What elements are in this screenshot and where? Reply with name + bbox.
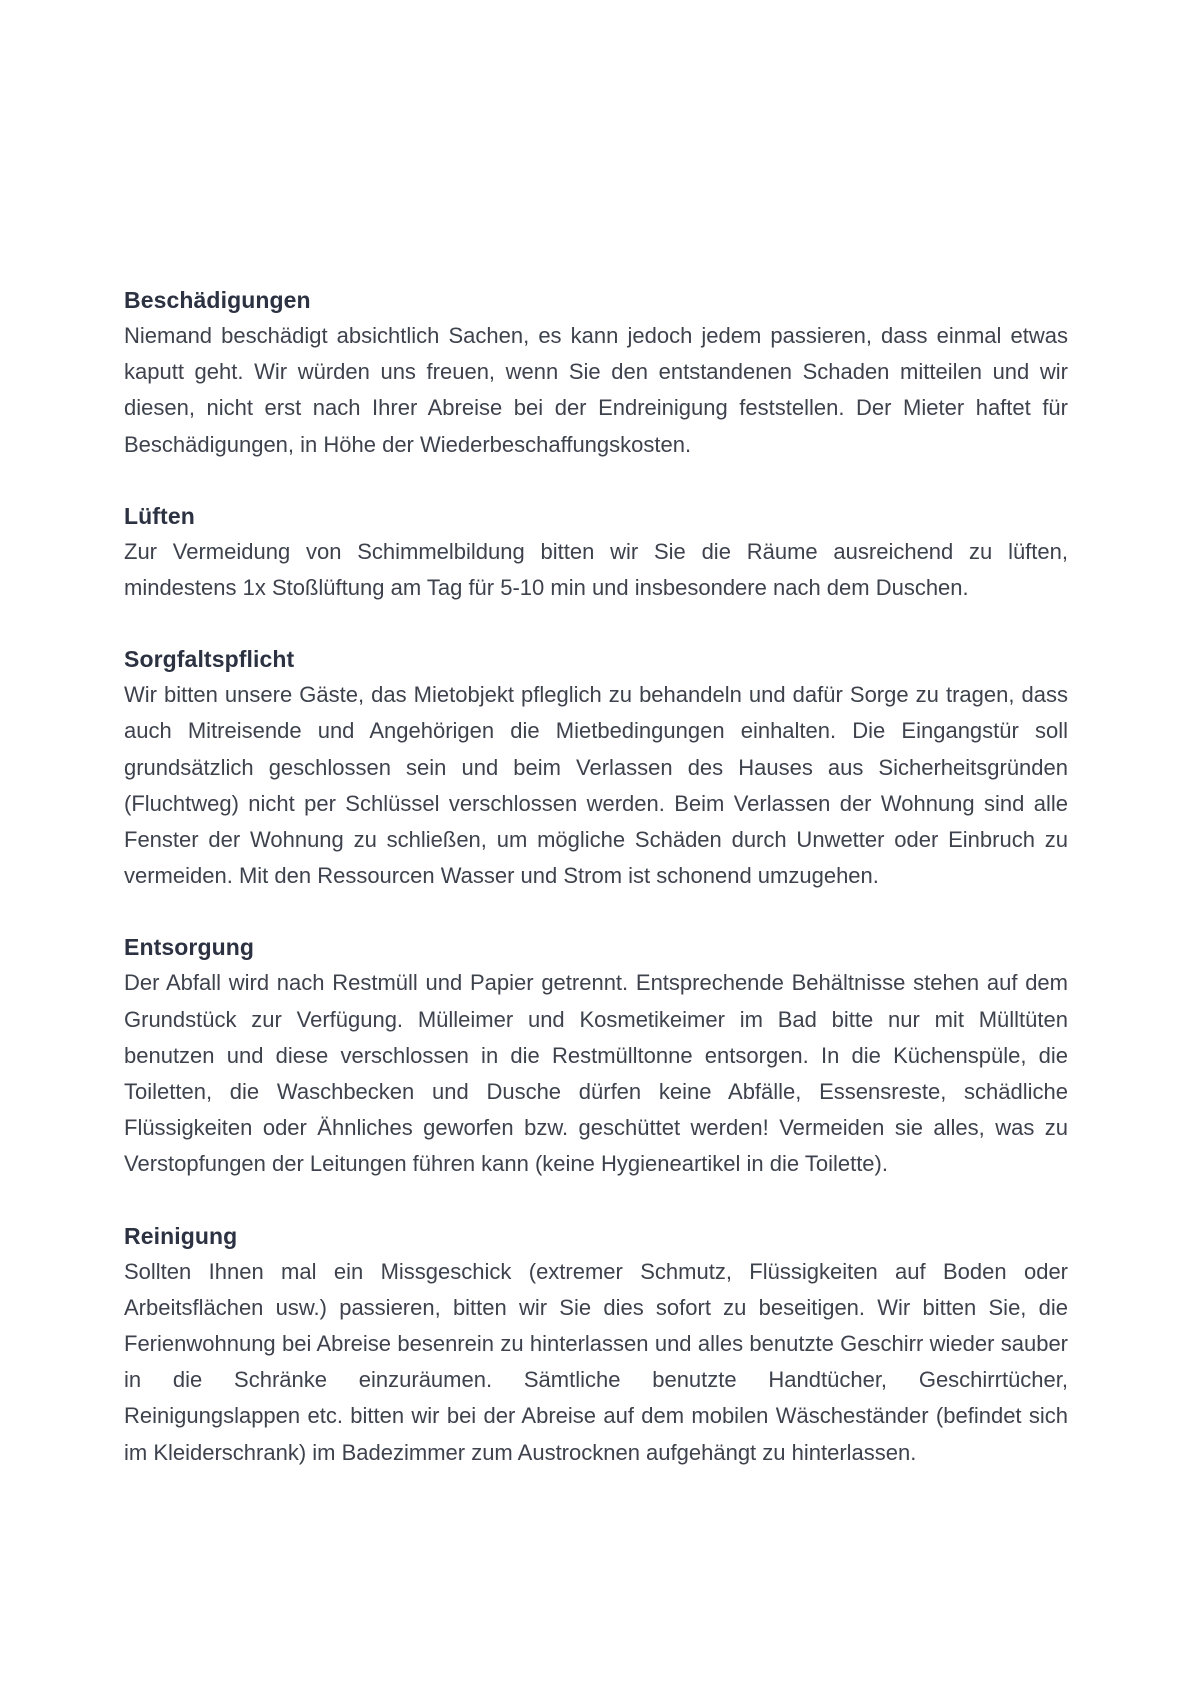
section-body: Niemand beschädigt absichtlich Sachen, es kann jedoch jedem passieren, dass einmal etwas kaputt geht. Wir würden uns freuen, wenn Sie den entstandenen Schaden mitteilen und wir diesen, nicht erst nach Ihrer Abreise bei der Endreinigung feststellen. Der Mieter haftet für Beschädigungen, in Höhe der Wiederbeschaffungskosten. <box>124 323 1068 457</box>
document-page <box>124 282 1068 1506</box>
section-heading: Reinigung <box>124 1222 238 1249</box>
section-heading: Beschädigungen <box>124 287 311 313</box>
section-heading: Entsorgung <box>124 934 255 961</box>
section-body: Der Abfall wird nach Restmüll und Papier getrennt. Entsprechende Behältnisse stehen auf dem Grundstück zur Verfügung. Mülleimer und Kosmetikeimer im Bad bitte nur mit Mülltüten benutzen und diese verschlossen in die Restmülltonne entsorgen. In die Küchenspüle, die Toiletten, die Waschbecken und Dusche dürfen keine Abfälle, Essensreste, schädliche Flüssigkeiten oder Ähnliches geworfen bzw. geschüttet werden! Vermeiden sie alles, was zu Verstopfungen der Leitungen führen kann (keine Hygieneartikel in die Toilette). <box>124 970 1068 1177</box>
section-sorgfaltspflicht <box>124 641 1068 894</box>
section-body: Sollten Ihnen mal ein Missgeschick (extremer Schmutz, Flüssigkeiten auf Boden oder Arbeitsflächen usw.) passieren, bitten wir Sie dies sofort zu beseitigen. Wir bitten Sie, die Ferienwohnung bei Abreise besenrein zu hinterlassen und alles benutzte Geschirr wieder sauber in die Schränke einzuräumen. Sämtliche benutzte Handtücher, Geschirrtücher, Reinigungslappen etc. bitten wir bei der Abreise auf dem mobilen Wäscheständer (befindet sich im Kleiderschrank) im Badezimmer zum Austrocknen aufgehängt zu hinterlassen. <box>124 1258 1068 1465</box>
section-lueften <box>124 498 1068 606</box>
section-reinigung <box>124 1218 1068 1471</box>
section-body: Zur Vermeidung von Schimmelbildung bitten wir Sie die Räume ausreichend zu lüften, mindestens 1x Stoßlüftung am Tag für 5-10 min und insbesondere nach dem Duschen. <box>124 538 1068 601</box>
section-heading: Sorgfaltspflicht <box>124 646 295 673</box>
section-heading: Lüften <box>124 502 195 529</box>
section-beschaedigungen <box>124 282 1068 463</box>
section-body: Wir bitten unsere Gäste, das Mietobjekt pfleglich zu behandeln und dafür Sorge zu tragen, dass auch Mitreisende und Angehörigen die Mietbedingungen einhalten. Die Eingangstür soll grundsätzlich geschlossen sein und beim Verlassen des Hauses aus Sicherheitsgründen (Fluchtweg) nicht per Schlüssel verschlossen werden. Beim Verlassen der Wohnung sind alle Fenster der Wohnung zu schließen, um mögliche Schäden durch Unwetter oder Einbruch zu vermeiden. Mit den Ressourcen Wasser und Strom ist schonend umzugehen. <box>124 682 1068 889</box>
section-entsorgung <box>124 929 1068 1182</box>
